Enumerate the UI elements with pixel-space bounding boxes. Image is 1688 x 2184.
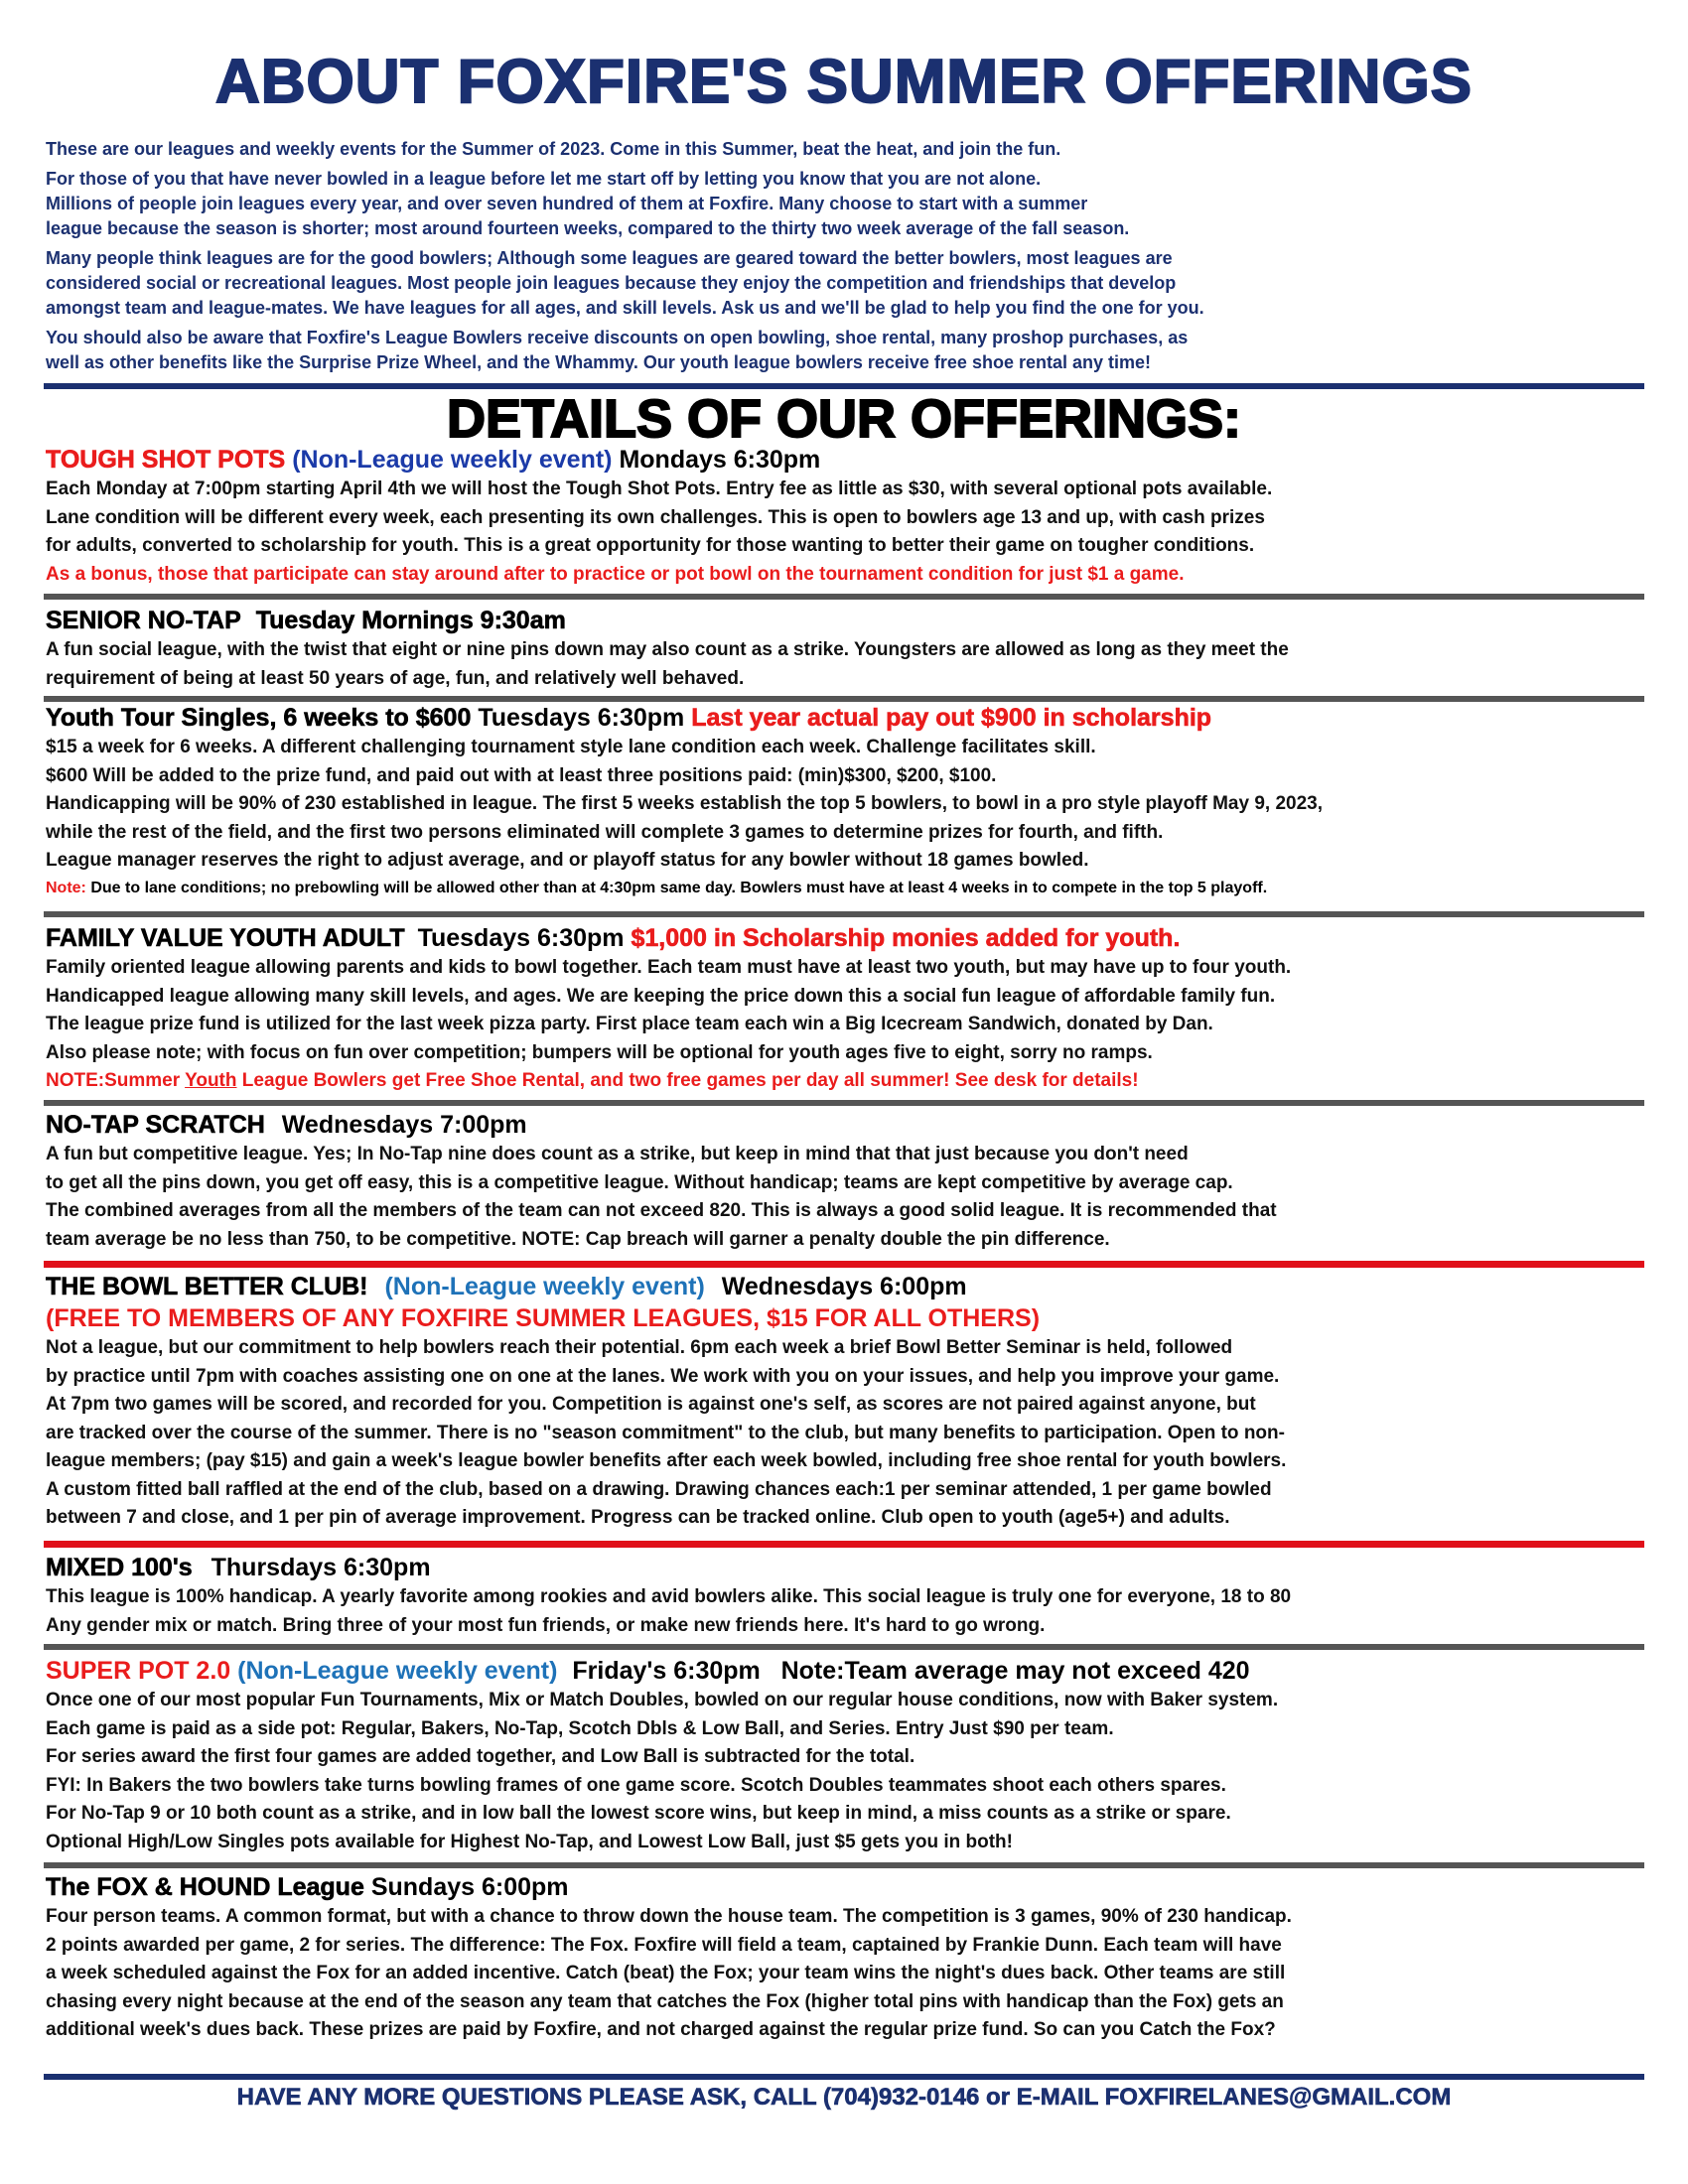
section-no-tap-scratch <box>46 1109 1644 1254</box>
note-underlined: Youth <box>185 1070 237 1091</box>
event-time: Mondays 6:30pm <box>619 446 821 474</box>
section-subheading: (FREE TO MEMBERS OF ANY FOXFIRE SUMMER LEAGUES, $15 FOR ALL OTHERS) <box>46 1304 1041 1332</box>
page-title: ABOUT FOXFIRE'S SUMMER OFFERINGS <box>214 48 1474 116</box>
section-youth-tour-singles <box>46 702 1644 901</box>
section-mixed-100s <box>46 1552 1644 1640</box>
event-highlight: $1,000 in Scholarship monies added for youth. <box>631 924 1181 952</box>
event-name: FAMILY VALUE YOUTH ADULT <box>46 924 405 952</box>
event-tag: (Non-League weekly event) <box>384 1273 705 1300</box>
divider <box>44 1862 1644 1868</box>
event-time: Friday's 6:30pm Note:Team average may not exceed 420 <box>572 1657 1250 1685</box>
note-label: Note: <box>46 879 86 896</box>
section-fox-and-hound <box>46 1871 1644 2045</box>
section-body: A fun social league, with the twist that eight or nine pins down may also count as a strike. Youngsters are allowed as long as they meet the requirement of being at least 50 years of age, fun, and relatively well behaved. <box>46 639 1289 689</box>
intro-paragraph: You should also be aware that Foxfire's League Bowlers receive discounts on open bowling, shoe rental, many proshop purchases, as well as other benefits like the Surprise Prize Wheel, and the Whammy. Our youth league bowlers receive free shoe rental any time! <box>46 328 1189 372</box>
event-name: NO-TAP SCRATCH <box>46 1111 265 1139</box>
note-text: NOTE:Summer <box>46 1070 186 1091</box>
section-family-value <box>46 922 1644 1096</box>
divider <box>44 594 1644 600</box>
intro-text <box>46 137 1634 380</box>
section-body: A fun but competitive league. Yes; In No-Tap nine does count as a strike, but keep in mind that that just because you don't need to get all the pins down, you get off easy, this is a competitive league. Without handicap; teams are kept competitive by average cap. The combined averages from all the members of the team can not exceed 820. This is always a good solid league. It is recommended that team average be no less than 750, to be competitive. NOTE: Cap breach will garner a penalty double the pin difference. <box>46 1144 1277 1250</box>
event-time: Wednesdays 6:00pm <box>721 1273 967 1300</box>
details-title: DETAILS OF OUR OFFERINGS: <box>447 389 1241 449</box>
section-heading <box>46 1655 1644 1687</box>
event-time: Tuesday Mornings 9:30am <box>255 607 566 634</box>
event-time: Wednesdays 7:00pm <box>281 1111 527 1139</box>
contact-footer: HAVE ANY MORE QUESTIONS PLEASE ASK, CALL (704)932-0146 or E-MAIL FOXFIRELANES@GMAIL.COM <box>236 2084 1452 2111</box>
event-name: MIXED 100's <box>46 1554 193 1581</box>
event-name: TOUGH SHOT POTS <box>46 446 286 474</box>
section-heading <box>46 605 1644 636</box>
intro-paragraph: For those of you that have never bowled in a league before let me start off by letting you know that you are not alone. Millions of people join leagues every year, and over seven hundred of them at Foxfire. Many choose to start with a summer league because the season is shorter; most around fourteen weeks, compared to the thirty two week average of the fall season. <box>46 169 1130 238</box>
divider <box>44 1644 1644 1650</box>
event-time: Tuesdays 6:30pm <box>417 924 625 952</box>
section-body: Not a league, but our commitment to help bowlers reach their potential. 6pm each week a brief Bowl Better Seminar is held, followed by practice until 7pm with coaches assisting one on one at the lanes. We work with you on your issues, and help you improve your game. At 7pm two games will be scored, and recorded for you. Competition is against one's self, as scores are not paired against anyone, but are tracked over the course of the summer. There is no "season commitment" to the club, but many benefits to participation. Open to non- league members; (pay $15) and gain a week's league bowler benefits after each week bowled, including free shoe rental for youth bowlers. A custom fitted ball raffled at the end of the club, based on a drawing. Drawing chances each:1 per seminar attended, 1 per game bowled between 7 and close, and 1 per pin of average improvement. Progress can be tracked online. Club open to youth (age5+) and adults. <box>46 1337 1287 1528</box>
youth-note <box>46 876 1644 901</box>
section-heading <box>46 702 1644 734</box>
section-body: $15 a week for 6 weeks. A different challenging tournament style lane condition each week. Challenge facilitates skill. $600 Will be added to the prize fund, and paid out with at least three positions paid: (min)$300, $200, $100. Handicapping will be 90% of 230 established in league. The first 5 weeks establish the top 5 bowlers, to bowl in a pro style playoff May 9, 2023, while the rest of the field, and the first two persons eliminated will complete 3 games to determine prizes for fourth, and fifth. League manager reserves the right to adjust average, and or playoff status for any bowler without 18 games bowled. <box>46 737 1324 871</box>
divider <box>44 2074 1644 2080</box>
event-time: Thursdays 6:30pm <box>211 1554 431 1581</box>
section-super-pot <box>46 1655 1644 1856</box>
section-heading <box>46 444 1644 476</box>
section-heading <box>46 1109 1644 1141</box>
section-body: Four person teams. A common format, but with a chance to throw down the house team. The competition is 3 games, 90% of 230 handicap. 2 points awarded per game, 2 for series. The difference: The Fox. Foxfire will field a team, captained by Frankie Dunn. Each team will have a week scheduled against the Fox for an added incentive. Catch (beat) the Fox; your team wins the night's dues back. Other teams are still chasing every night because at the end of the season any team that catches the Fox (higher total pins with handicap than the Fox) gets an additional week's dues back. These prizes are paid by Foxfire, and not charged against the regular prize fund. So can you Catch the Fox? <box>46 1906 1292 2040</box>
divider <box>44 1261 1644 1268</box>
event-tag: (Non-League weekly event) <box>237 1657 558 1685</box>
section-bowl-better-club <box>46 1271 1644 1533</box>
section-heading <box>46 1871 1644 1903</box>
section-senior-no-tap <box>46 605 1644 693</box>
event-highlight: Last year actual pay out $900 in scholarship <box>691 704 1212 732</box>
section-tough-shot-pots <box>46 444 1644 589</box>
event-name: The FOX & HOUND League <box>46 1873 364 1901</box>
event-name: SUPER POT 2.0 <box>46 1657 231 1685</box>
event-time: Tuesdays 6:30pm <box>478 704 685 732</box>
divider <box>44 1100 1644 1106</box>
section-body: This league is 100% handicap. A yearly favorite among rookies and avid bowlers alike. This social league is truly one for everyone, 18 to 80 Any gender mix or match. Bring three of your most fun friends, or make new friends here. It's hard to go wrong. <box>46 1586 1292 1636</box>
event-name: Youth Tour Singles, 6 weeks to $600 <box>46 704 472 732</box>
divider <box>44 911 1644 917</box>
section-body: Family oriented league allowing parents and kids to bowl together. Each team must have at least two youth, but may have up to four youth. Handicapped league allowing many skill levels, and ages. We are keeping the price down this a social fun league of affordable family fun. The league prize fund is utilized for the last week pizza party. First place team each win a Big Icecream Sandwich, donated by Dan. Also please note; with focus on fun over competition; bumpers will be optional for youth ages five to eight, sorry no ramps. <box>46 957 1292 1063</box>
note-text: League Bowlers get Free Shoe Rental, and two free games per day all summer! See desk for details! <box>236 1070 1139 1091</box>
event-name: SENIOR NO-TAP <box>46 607 241 634</box>
section-heading <box>46 1271 1644 1302</box>
section-heading <box>46 1552 1644 1583</box>
section-body: Once one of our most popular Fun Tournaments, Mix or Match Doubles, bowled on our regular house conditions, now with Baker system. Each game is paid as a side pot: Regular, Bakers, No-Tap, Scotch Dbls & Low Ball, and Series. Entry Just $90 per team. For series award the first four games are added together, and Low Ball is subtracted for the total. FYI: In Bakers the two bowlers take turns bowling frames of one game score. Scotch Doubles teammates shoot each others spares. For No-Tap 9 or 10 both count as a strike, and in low ball the lowest score wins, but keep in mind, a miss counts as a strike or spare. Optional High/Low Singles pots available for Highest No-Tap, and Lowest Low Ball, just $5 gets you in both! <box>46 1690 1279 1852</box>
bonus-note: As a bonus, those that participate can stay around after to practice or pot bowl on the tournament condition for just $1 a game. <box>46 563 1185 585</box>
intro-paragraph: Many people think leagues are for the good bowlers; Although some leagues are geared toward the better bowlers, most leagues are considered social or recreational leagues. Most people join leagues because they enjoy the competition and friendships that develop amongst team and league-mates. We have leagues for all ages, and skill levels. Ask us and we'll be glad to help you find the one for you. <box>46 248 1204 318</box>
note-text: Due to lane conditions; no prebowling will be allowed other than at 4:30pm same day. Bowlers must have at least 4 weeks in to compete in the top 5 playoff. <box>90 879 1268 896</box>
section-body: Each Monday at 7:00pm starting April 4th we will host the Tough Shot Pots. Entry fee as little as $30, with several optional pots available. Lane condition will be different every week, each presenting its own challenges. This is open to bowlers age 13 and up, with cash prizes for adults, converted to scholarship for youth. This is a great opportunity for those wanting to better their game on tougher conditions. <box>46 478 1273 556</box>
event-time: Sundays 6:00pm <box>370 1873 569 1901</box>
section-heading <box>46 922 1644 954</box>
event-name: THE BOWL BETTER CLUB! <box>46 1273 368 1300</box>
divider <box>44 1541 1644 1548</box>
event-tag: (Non-League weekly event) <box>292 446 613 474</box>
intro-paragraph: These are our leagues and weekly events for the Summer of 2023. Come in this Summer, beat the heat, and join the fun. <box>46 139 1061 159</box>
family-note <box>46 1067 1644 1096</box>
